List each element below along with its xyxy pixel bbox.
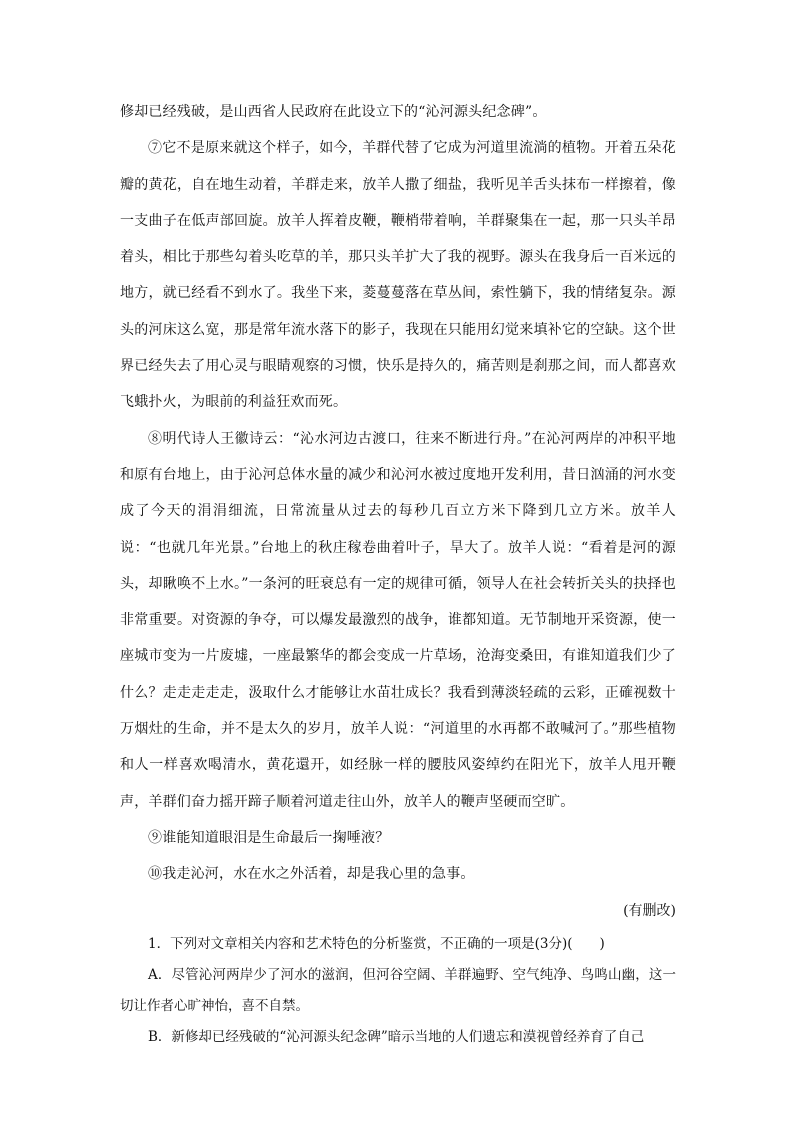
paragraph-9: ⑨谁能知道眼泪是生命最后一掬唾液？ <box>148 829 390 846</box>
option-b: B．新修却已经残破的“沁河源头纪念碑”暗示当地的人们遗忘和漠视曾经养育了自己 <box>148 1028 645 1045</box>
option-a: A．尽管沁河两岸少了河水的滋润，但河谷空阔、羊群遍野、空气纯净、鸟鸣山幽，这一切让作者心旷神怡，喜不自禁。 <box>120 966 676 1014</box>
paragraph-continuation: 修却已经残破，是山西省人民政府在此设立下的“沁河源头纪念碑”。 <box>120 104 547 120</box>
question-stem: 1．下列对文章相关内容和艺术特色的分析鉴赏，不正确的一项是(3分)( ) <box>148 935 605 952</box>
source-note: (有删改) <box>623 902 676 919</box>
document-page <box>120 94 676 1053</box>
paragraph-10: ⑩我走沁河，水在水之外活着，却是我心里的急事。 <box>148 866 475 883</box>
paragraph-8: ⑧明代诗人王徽诗云：“沁水河边古渡口，往来不断进行舟。”在沁河两岸的冲积平地和原有台地上，由于沁河总体水量的减少和沁河水被过度地开发利用，昔日汹涌的河水变成了今天的涓涓细流，日常流量从过去的每秒几百立方米下降到几立方米。放羊人说：“也就几年光景。”台地上的秋庄稼卷曲着叶子，旱大了。放羊人说：“看着是河的源头，却瞅唤不上水。”一条河的旺衰总有一定的规律可循，领导人在社会转折关头的抉择也非常重要。对资源的争夺，可以爆发最激烈的战争，谁都知道。无节制地开采资源，使一座城市变为一片废墟，一座最繁华的都会变成一片草场，沧海变桑田，有谁知道我们少了什么？走走走走走，汲取什么才能够让水苗壮成长？我看到薄淡轻疏的云彩，正確视数十万烟灶的生命，并不是太久的岁月，放羊人说：“河道里的水再都不敢喊河了。”那些植物和人一样喜欢喝清水，黄花還开，如经脉一样的腰肢风姿绰约在阳光下，放羊人甩开鞭声，羊群们奋力摇开蹄子顺着河道走往山外，放羊人的鞭声坚硬而空旷。 <box>120 430 676 810</box>
paragraph-7: ⑦它不是原来就这个样子，如今，羊群代替了它成为河道里流淌的植物。开着五朵花瓣的黄花，自在地生动着，羊群走来，放羊人撒了细盐，我听见羊舌头抹布一样擦着，像一支曲子在低声部回旋。放羊人挥着皮鞭，鞭梢带着响，羊群聚集在一起，那一只头羊昂着头，相比于那些勾着头吃草的羊，那只头羊扩大了我的视野。源头在我身后一百米远的地方，就已经看不到水了。我坐下来，菱蔓蔓落在草丛间，索性躺下，我的情绪复杂。源头的河床这么宽，那是常年流水落下的影子，我现在只能用幻觉来填补它的空缺。这个世界已经失去了用心灵与眼睛观察的习惯，快乐是持久的，痛苦则是刹那之间，而人都喜欢飞蛾扑火，为眼前的利益狂欢而死。 <box>120 140 676 411</box>
